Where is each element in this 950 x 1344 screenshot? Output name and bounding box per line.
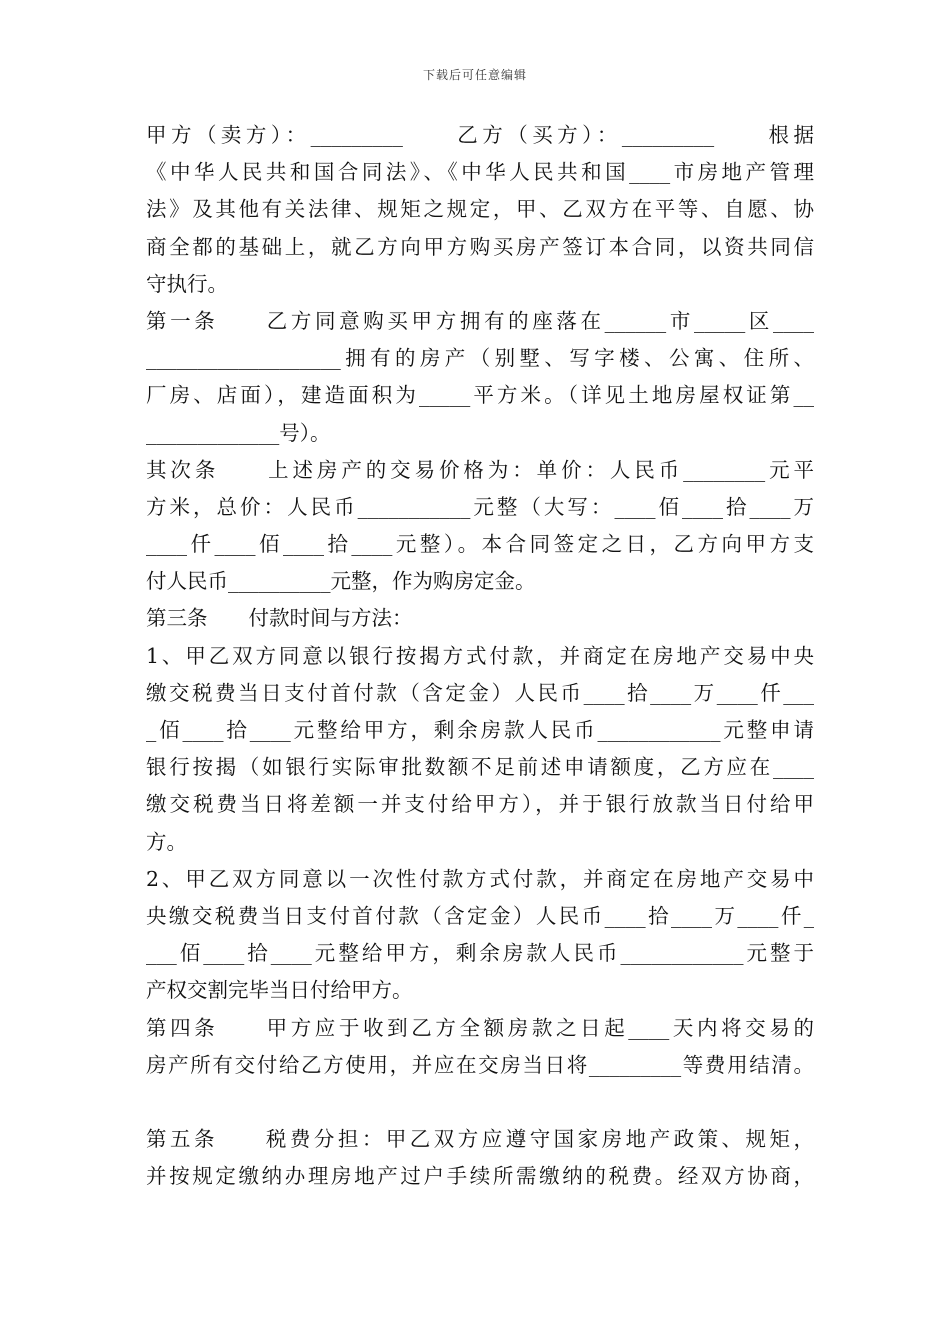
contract-line: 法》及其他有关法律、规矩之规定，甲、乙双方在平等、自愿、协	[146, 197, 814, 222]
contract-line: _佰____拾____元整给甲方，剩余房款人民币____________元整申请	[146, 718, 814, 742]
article-3-title: 第三条 付款时间与方法：	[146, 606, 413, 631]
payment-clause-2: 2、甲乙双方同意以一次性付款方式付款，并商定在房地产交易中	[146, 866, 814, 891]
contract-line: ___佰____拾____元整给甲方，剩余房款人民币____________元整于	[146, 941, 814, 966]
article-2-title: 其次条 上述房产的交易价格为：单价：人民币________元平	[146, 457, 814, 482]
contract-line: 付人民币__________元整，作为购房定金。	[146, 569, 536, 594]
contract-line: 方米，总价：人民币___________元整（大写：____佰____拾____万	[146, 494, 814, 519]
contract-line: _____________号）。	[146, 420, 331, 445]
contract-line: 缴交税费当日支付首付款（含定金）人民币____拾____万____仟___	[146, 680, 814, 705]
article-1-title: 第一条 乙方同意购买甲方拥有的座落在______市_____区____	[146, 308, 814, 333]
contract-line: ____仟____佰____拾____元整）。本合同签定之日，乙方向甲方支	[146, 532, 814, 557]
page-header-note: 下载后可任意编辑	[422, 68, 527, 82]
payment-clause-1: 1、甲乙双方同意以银行按揭方式付款，并商定在房地产交易中央	[146, 643, 814, 668]
article-4-title: 第四条 甲方应于收到乙方全额房款之日起____天内将交易的	[146, 1015, 814, 1040]
contract-line: 并按规定缴纳办理房地产过户手续所需缴纳的税费。经双方协商，	[146, 1164, 814, 1189]
paragraph-gap	[146, 1084, 814, 1121]
contract-line: 银行按揭（如银行实际审批数额不足前述申请额度，乙方应在____	[146, 755, 814, 780]
contract-line: 方。	[146, 829, 187, 854]
contract-line: 产权交割完毕当日付给甲方。	[146, 978, 413, 1003]
contract-line: 缴交税费当日将差额一并支付给甲方），并于银行放款当日付给甲	[146, 792, 814, 817]
contract-line: 《中华人民共和国合同法》、《中华人民共和国____市房地产管理	[146, 160, 814, 185]
contract-line: 甲方（卖方）：_________ 乙方（买方）：_________ 根据	[146, 123, 814, 147]
contract-line: 厂房、店面），建造面积为_____平方米。（详见土地房屋权证第__	[146, 383, 814, 408]
contract-line: 商全都的基础上，就乙方向甲方购买房产签订本合同，以资共同信	[146, 234, 814, 259]
contract-body	[146, 117, 814, 1195]
contract-line: 房产所有交付给乙方使用，并应在交房当日将_________等费用结清。	[146, 1052, 814, 1077]
contract-line: ___________________拥有的房产（别墅、写字楼、公寓、住所、	[146, 346, 814, 371]
contract-line: 央缴交税费当日支付首付款（含定金）人民币____拾____万____仟_	[146, 903, 814, 928]
article-5-title: 第五条 税费分担：甲乙双方应遵守国家房地产政策、规矩，	[146, 1127, 814, 1152]
contract-line: 守执行。	[146, 271, 228, 296]
